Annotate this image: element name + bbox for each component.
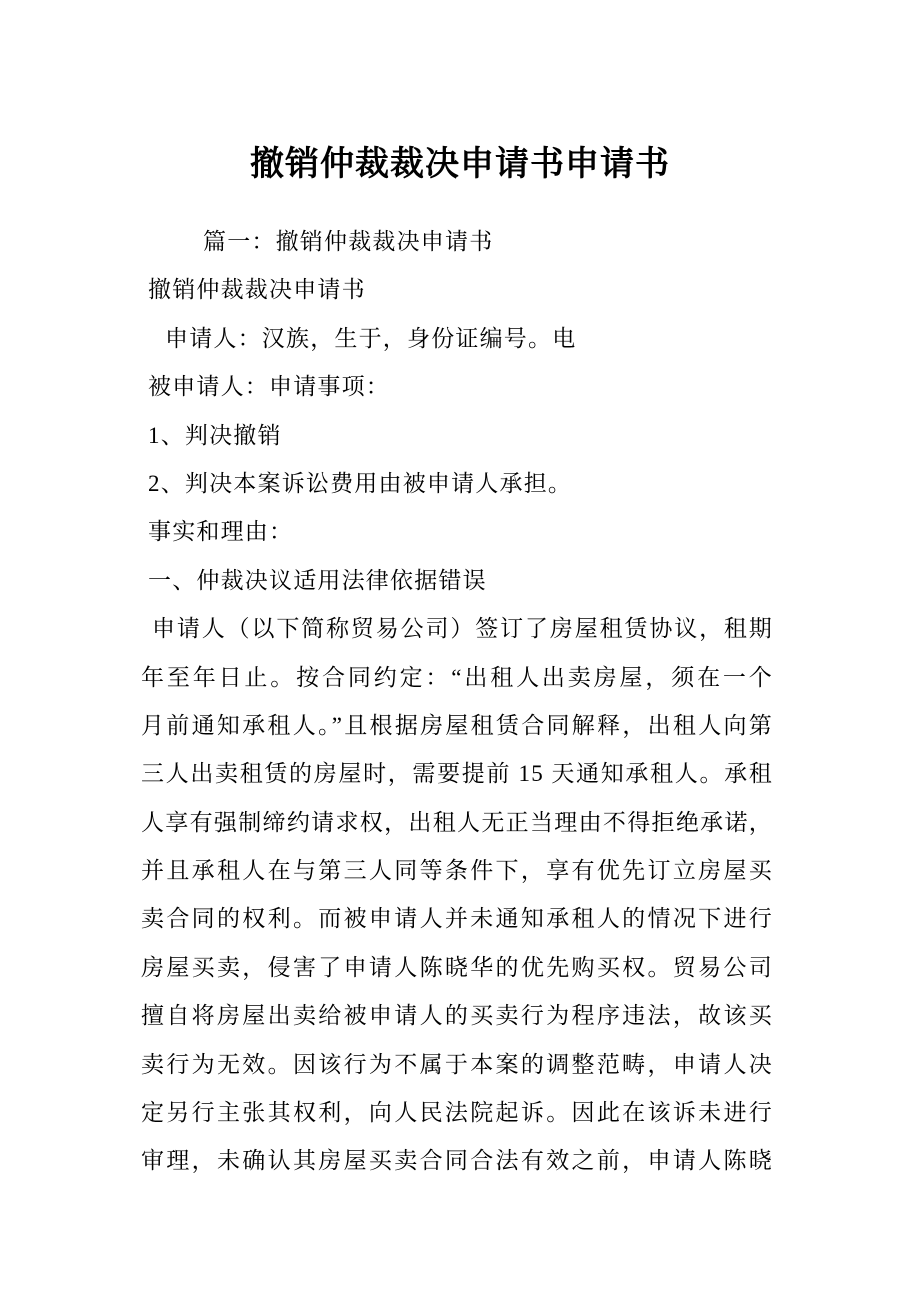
doc-line: 定另行主张其权利，向人民法院起诉。因此在该诉未进行 (141, 1100, 773, 1126)
doc-line: 审理，未确认其房屋买卖合同合法有效之前，申请人陈晓 (141, 1148, 773, 1174)
document-body (141, 218, 821, 1186)
doc-line: 月前通知承租人。”且根据房屋租赁合同解释，出租人向第 (141, 712, 773, 738)
doc-line: 撤销仲裁裁决申请书 (148, 277, 366, 303)
doc-line: 申请人（以下简称贸易公司）签订了房屋租赁协议，租期 (152, 616, 773, 642)
doc-line: 卖行为无效。因该行为不属于本案的调整范畴，申请人决 (141, 1051, 773, 1077)
doc-line: 房屋买卖，侵害了申请人陈晓华的优先购买权。贸易公司 (141, 954, 773, 980)
doc-line: 事实和理由： (148, 519, 294, 545)
doc-line: 并且承租人在与第三人同等条件下，享有优先订立房屋买 (141, 858, 773, 884)
doc-line: 2、判决本案诉讼费用由被申请人承担。 (148, 470, 573, 496)
doc-line: 申请人：汉族，生于，身份证编号。电 (165, 325, 577, 351)
doc-line: 一、仲裁决议适用法律依据错误 (148, 567, 487, 593)
doc-line: 擅自将房屋出卖给被申请人的买卖行为程序违法，故该买 (141, 1003, 773, 1029)
doc-line: 被申请人：申请事项： (148, 374, 390, 400)
doc-line: 年至年日止。按合同约定：“出租人出卖房屋，须在一个 (141, 664, 773, 690)
doc-line: 三人出卖租赁的房屋时，需要提前 15 天通知承租人。承租 (141, 761, 773, 787)
doc-line: 1、判决撤销 (148, 422, 282, 448)
document-title: 撤销仲裁裁决申请书申请书 (250, 145, 670, 183)
doc-line: 人享有强制缔约请求权，出租人无正当理由不得拒绝承诺， (141, 809, 773, 835)
doc-line: 卖合同的权利。而被申请人并未通知承租人的情况下进行 (141, 906, 773, 932)
doc-line: 篇一：撤销仲裁裁决申请书 (203, 229, 494, 254)
